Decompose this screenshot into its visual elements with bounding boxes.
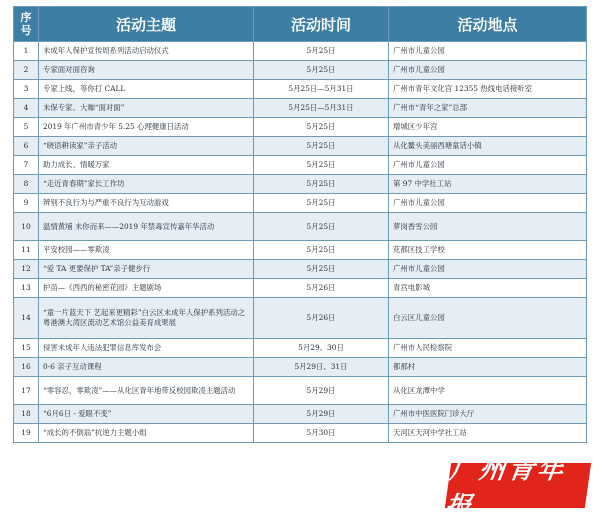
cell-no: 13 — [14, 279, 39, 298]
cell-theme: “爱 TA 更要保护 TA”亲子健步行 — [39, 260, 254, 279]
cell-time: 5月26日 — [254, 279, 389, 298]
table-row — [14, 241, 587, 260]
cell-place: 广州市“青年之家”总部 — [389, 99, 587, 118]
cell-place: 广州市青年文化宫 12355 热线电话接听室 — [389, 80, 587, 99]
cell-no: 9 — [14, 194, 39, 213]
cell-no: 14 — [14, 298, 39, 339]
cell-time: 5月25日 — [254, 61, 389, 80]
cell-place: 萝岗香雪公园 — [389, 213, 587, 241]
cell-theme: 侵害未成年人违法犯罪信息库发布会 — [39, 339, 254, 358]
cell-theme: 未保专家、大咖“面对面” — [39, 99, 254, 118]
cell-place: 广州市儿童公园 — [389, 194, 587, 213]
cell-time: 5月29日、31日 — [254, 358, 389, 377]
cell-theme: 平安校园——零欺凌 — [39, 241, 254, 260]
cell-theme: “童一片蓝天下 艺起来更精彩”白云区未成年人保护系列活动之粤港澳大湾区流动艺术馆公益美育成果展 — [39, 298, 254, 339]
cell-no: 10 — [14, 213, 39, 241]
table-row — [14, 61, 587, 80]
cell-place: 广州市儿童公园 — [389, 61, 587, 80]
cell-no: 2 — [14, 61, 39, 80]
cell-no: 6 — [14, 137, 39, 156]
cell-place: 从化区龙潭中学 — [389, 377, 587, 405]
table-row — [14, 279, 587, 298]
table-row — [14, 194, 587, 213]
table-row — [14, 42, 587, 61]
cell-no: 3 — [14, 80, 39, 99]
table-row — [14, 377, 587, 405]
cell-theme: 辨别不良行为与严重不良行为互动游戏 — [39, 194, 254, 213]
table-row — [14, 298, 587, 339]
header-time: 活动时间 — [254, 7, 389, 42]
header-place: 活动地点 — [389, 7, 587, 42]
cell-theme: 未成年人保护宣传周系列活动启动仪式 — [39, 42, 254, 61]
header-no: 序 号 — [14, 7, 39, 42]
cell-no: 15 — [14, 339, 39, 358]
cell-no: 1 — [14, 42, 39, 61]
cell-theme: “晓语耕读家”亲子活动 — [39, 137, 254, 156]
cell-place: 天河区天河中学社工站 — [389, 424, 587, 443]
newspaper-logo: 广州青年报 — [445, 463, 591, 508]
cell-place: 青宫电影城 — [389, 279, 587, 298]
cell-place: 广州市中医医院门诊大厅 — [389, 405, 587, 424]
cell-no: 11 — [14, 241, 39, 260]
table-row — [14, 175, 587, 194]
cell-time: 5月25日 — [254, 241, 389, 260]
cell-time: 5月25日 — [254, 175, 389, 194]
cell-time: 5月29、30日 — [254, 339, 389, 358]
cell-place: 花都区技工学校 — [389, 241, 587, 260]
table-row — [14, 156, 587, 175]
cell-no: 8 — [14, 175, 39, 194]
cell-time: 5月25日 — [254, 156, 389, 175]
table-row — [14, 137, 587, 156]
cell-theme: 专家面对面咨询 — [39, 61, 254, 80]
table-header-row — [14, 7, 587, 42]
cell-place: 广州市儿童公园 — [389, 156, 587, 175]
cell-place: 都那村 — [389, 358, 587, 377]
cell-no: 4 — [14, 99, 39, 118]
cell-no: 19 — [14, 424, 39, 443]
cell-theme: “6月6日 - 爱眼不变” — [39, 405, 254, 424]
table-row — [14, 339, 587, 358]
cell-time: 5月29日 — [254, 377, 389, 405]
cell-time: 5月25日 — [254, 42, 389, 61]
cell-time: 5月25日 — [254, 137, 389, 156]
cell-time: 5月25日 — [254, 118, 389, 137]
cell-time: 5月25日 — [254, 194, 389, 213]
cell-theme: 护苗—《西西的秘密花园》主题剧场 — [39, 279, 254, 298]
cell-theme: 2019 年广州市青少年 5.25 心理健康日活动 — [39, 118, 254, 137]
cell-place: 第 97 中学社工站 — [389, 175, 587, 194]
cell-theme: “走近青春期”家长工作坊 — [39, 175, 254, 194]
table-row — [14, 118, 587, 137]
cell-theme: 温情黄埔 未你而来——2019 年禁毒宣传嘉年华活动 — [39, 213, 254, 241]
table-row — [14, 405, 587, 424]
cell-place: 广州市儿童公园 — [389, 42, 587, 61]
cell-theme: 0-6 亲子互动课程 — [39, 358, 254, 377]
cell-theme: “成长的不倒翁”抗逆力主题小组 — [39, 424, 254, 443]
cell-place: 白云区儿童公园 — [389, 298, 587, 339]
table-row — [14, 99, 587, 118]
header-theme: 活动主题 — [39, 7, 254, 42]
table-row — [14, 80, 587, 99]
table-row — [14, 260, 587, 279]
cell-theme: “零容忍，零欺凌”——从化区青年地带反校园欺凌主题活动 — [39, 377, 254, 405]
cell-time: 5月25日—5月31日 — [254, 99, 389, 118]
cell-no: 7 — [14, 156, 39, 175]
cell-no: 12 — [14, 260, 39, 279]
cell-time: 5月26日 — [254, 298, 389, 339]
cell-place: 广州市人民检察院 — [389, 339, 587, 358]
cell-no: 17 — [14, 377, 39, 405]
table-row — [14, 213, 587, 241]
cell-place: 广州市儿童公园 — [389, 260, 587, 279]
cell-time: 5月25日 — [254, 260, 389, 279]
cell-time: 5月29日 — [254, 405, 389, 424]
cell-no: 16 — [14, 358, 39, 377]
cell-time: 5月25日 — [254, 213, 389, 241]
cell-theme: 专家上线，等你打 CALL — [39, 80, 254, 99]
cell-no: 5 — [14, 118, 39, 137]
cell-time: 5月25日—5月31日 — [254, 80, 389, 99]
cell-place: 从化鳌头美丽西塘童话小镇 — [389, 137, 587, 156]
events-table — [13, 6, 587, 443]
table-row — [14, 358, 587, 377]
cell-no: 18 — [14, 405, 39, 424]
table-row — [14, 424, 587, 443]
cell-theme: 助力成长、情暖万家 — [39, 156, 254, 175]
cell-time: 5月30日 — [254, 424, 389, 443]
cell-place: 增城区少年宫 — [389, 118, 587, 137]
